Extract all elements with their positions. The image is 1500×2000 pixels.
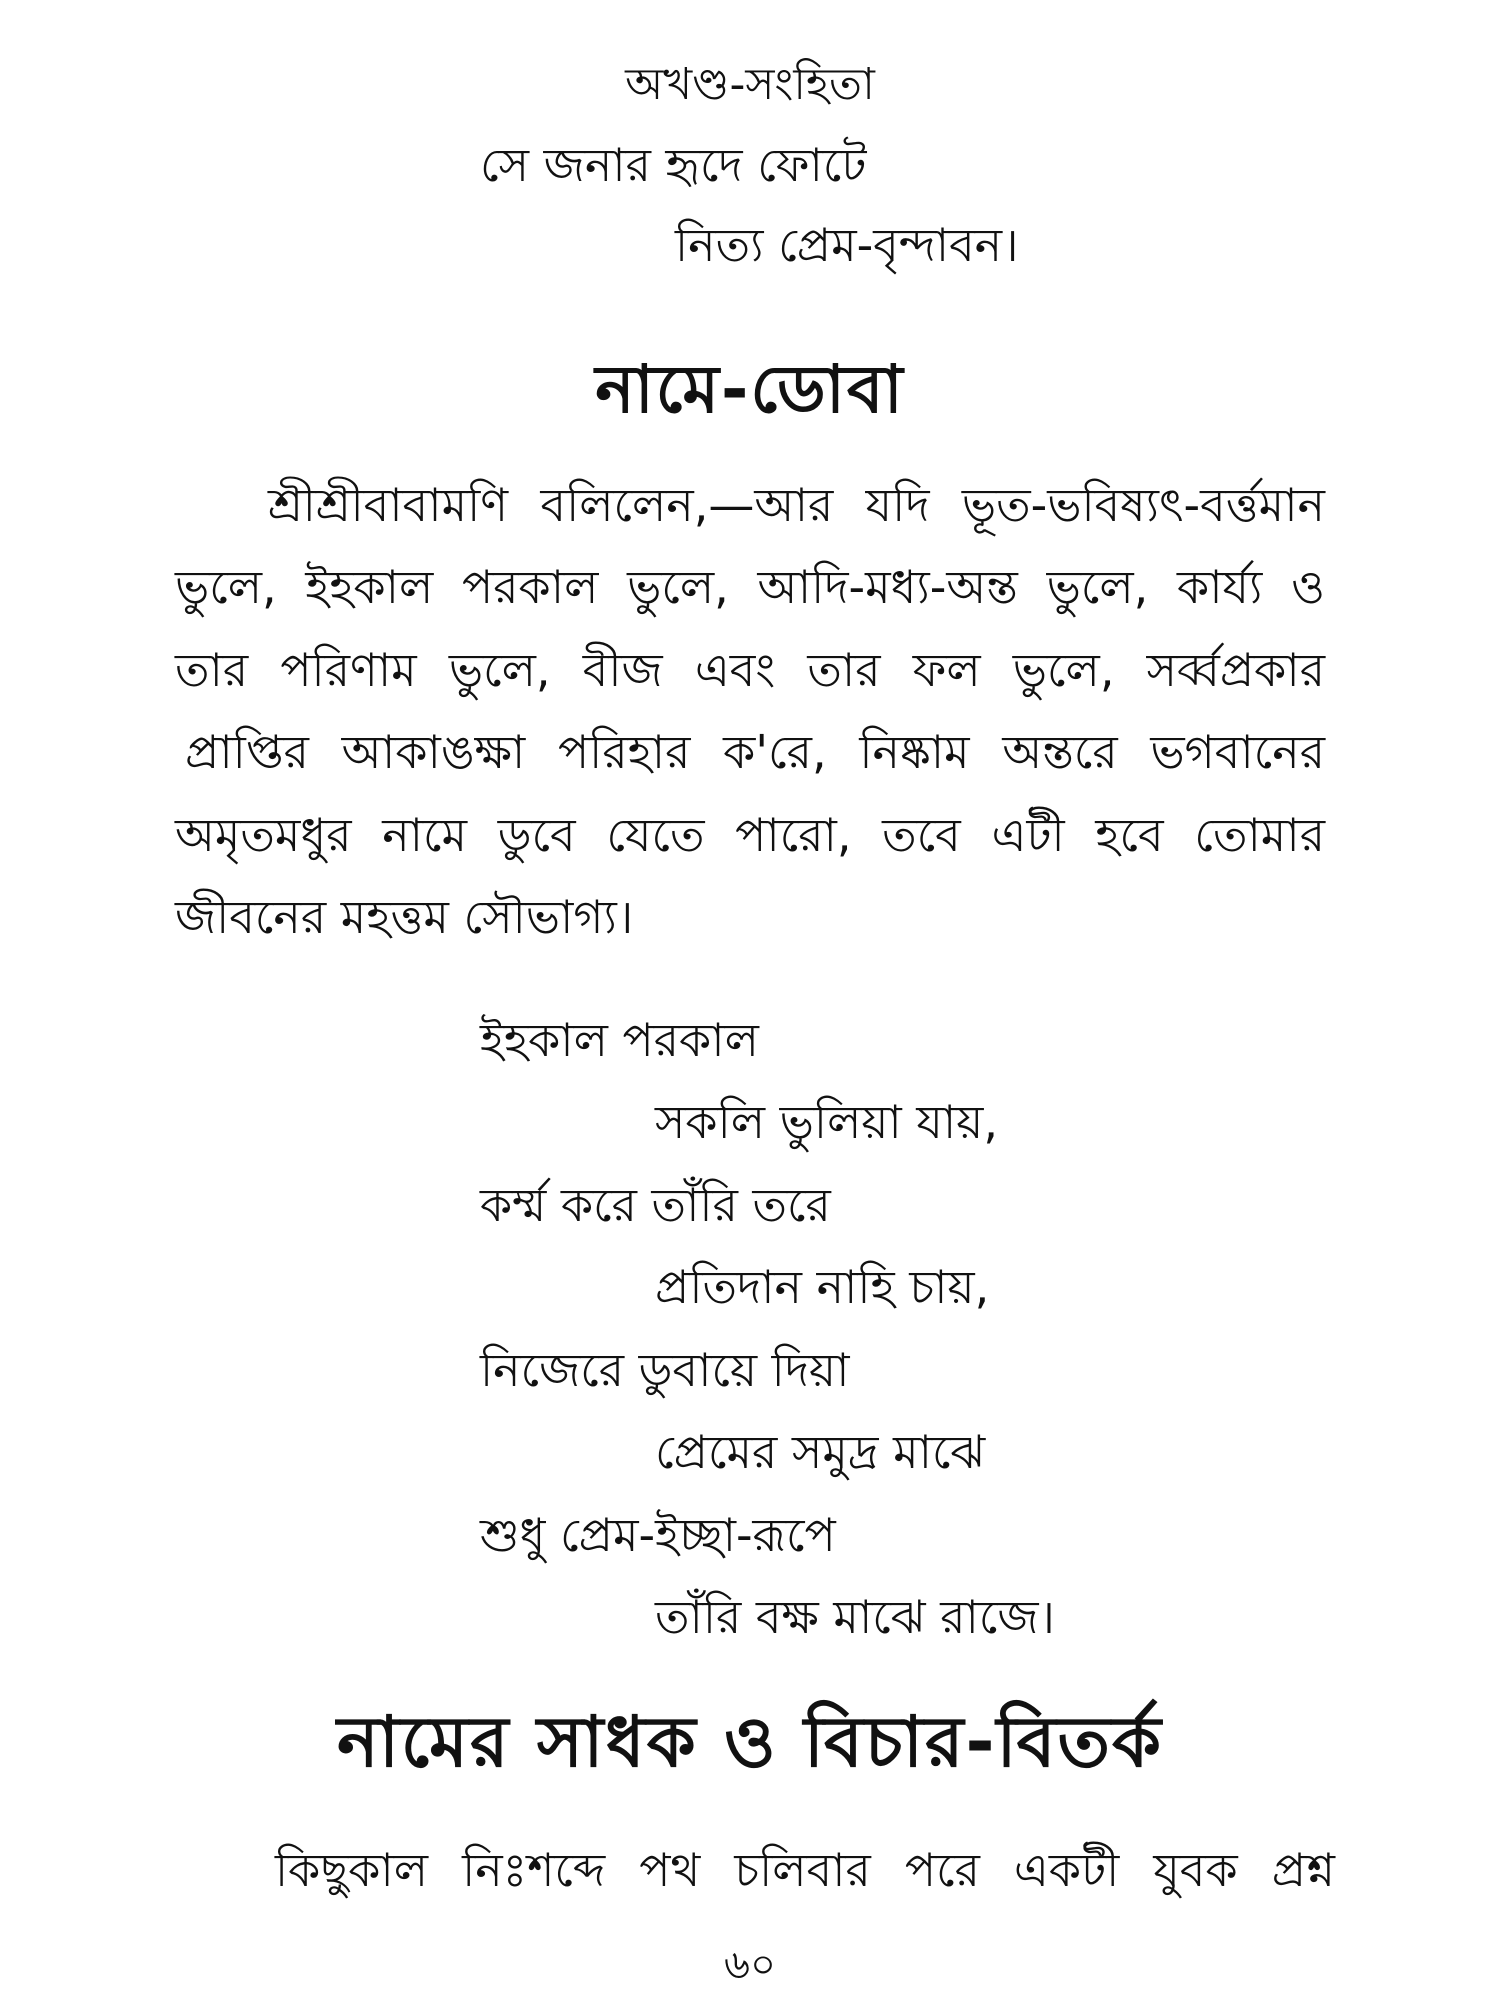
paragraph-line-3: তার পরিণাম ভুলে, বীজ এবং তার ফল ভুলে, সর্ব্বপ্রকার [175,643,1325,697]
verse-line-5: নিজেরে ডুবায়ে দিয়া [480,1343,850,1397]
paragraph-line-5: অমৃতমধুর নামে ডুবে যেতে পারো, তবে এটী হবে তোমার [175,808,1325,862]
verse-line-3: কর্ম্ম করে তাঁরি তরে [480,1178,831,1232]
verse-line-4: প্রতিদান নাহি চায়, [655,1260,990,1314]
verse-line-1: ইহকাল পরকাল [480,1013,759,1067]
paragraph-line-4: প্রাপ্তির আকাঙক্ষা পরিহার ক'রে, নিষ্কাম অন্তরে ভগবানের [185,725,1325,779]
verse-line-7: শুধু প্রেম-ইচ্ছা-রূপে [480,1508,836,1562]
running-header: অখণ্ড-সংহিতা [625,59,875,110]
verse-line-8: তাঁরি বক্ষ মাঝে রাজে। [655,1590,1055,1644]
opening-verse-line-1: সে জনার হৃদে ফোটে [480,138,867,192]
paragraph-line-1: শ্রীশ্রীবাবামণি বলিলেন,—আর যদি ভূত-ভবিষ্যৎ-বর্ত্তমান [268,478,1325,532]
paragraph-line-6: জীবনের মহত্তম সৌভাগ্য। [175,890,634,944]
section-heading-namer-sadhak: নামের সাধক ও বিচার-বিতর্ক [336,1701,1164,1783]
verse-line-6: প্রেমের সমুদ্র মাঝে [655,1425,986,1479]
section-heading-name-dobha: নামে-ডোবা [595,351,905,428]
paragraph-line-2: ভুলে, ইহকাল পরকাল ভুলে, আদি-মধ্য-অন্ত ভুলে, কার্য্য ও [175,560,1325,614]
opening-verse-line-2: নিত্য প্রেম-বৃন্দাবন। [675,218,1019,272]
page-number: ৬০ [723,1942,776,1988]
verse-line-2: সকলি ভুলিয়া যায়, [655,1095,998,1149]
paragraph-2-line-1: কিছুকাল নিঃশব্দে পথ চলিবার পরে একটী যুবক প্রশ্ন [275,1843,1335,1897]
